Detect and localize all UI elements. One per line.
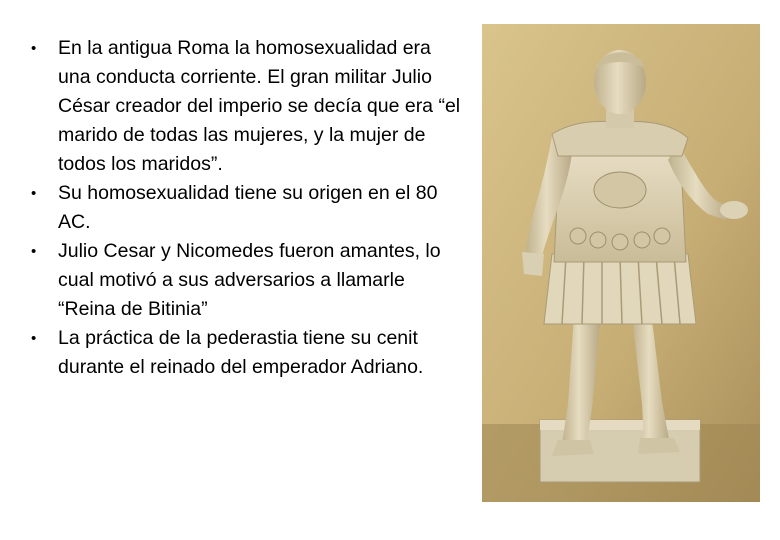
bullet-text: Julio Cesar y Nicomedes fueron amantes, lo cual motivó a sus adversarios a llamarle “Reina de Bitinia” — [58, 240, 441, 320]
bullet-item — [26, 237, 466, 324]
right-hand — [720, 201, 748, 219]
bullet-text: La práctica de la pederastia tiene su cenit durante el reinado del emperador Adriano. — [58, 327, 424, 378]
left-foot — [552, 440, 594, 456]
bullet-list — [26, 34, 466, 382]
bullet-marker: • — [31, 185, 37, 202]
bullet-text: Su homosexualidad tiene su origen en el 80 AC. — [58, 182, 438, 233]
bullet-marker: • — [31, 40, 37, 57]
bullet-marker: • — [31, 243, 37, 260]
bullet-marker: • — [31, 330, 37, 347]
statue-illustration — [482, 24, 760, 502]
bullet-item — [26, 324, 466, 382]
right-foot — [638, 438, 680, 454]
left-hand — [522, 252, 544, 276]
bullet-item — [26, 34, 466, 179]
bullet-text: En la antigua Roma la homosexualidad era una conducta corriente. El gran militar Julio César creador del imperio se decía que era “el marido de todas las mujeres, y la mujer de todos los maridos”. — [58, 37, 461, 175]
plinth-top — [540, 420, 700, 430]
bullet-item — [26, 179, 466, 237]
statue-photo — [482, 24, 760, 502]
